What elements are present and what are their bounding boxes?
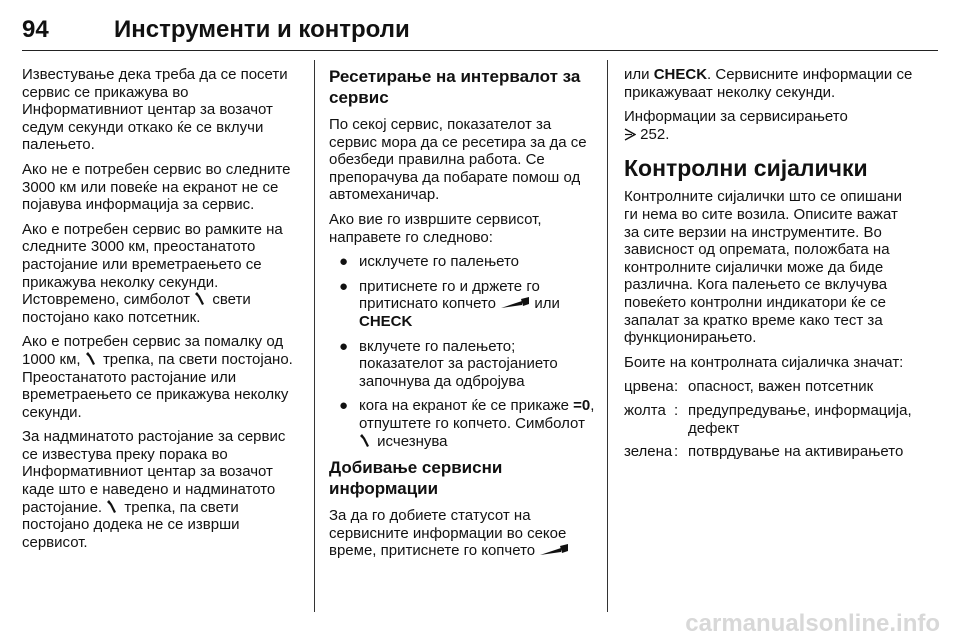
wrench-icon	[85, 351, 99, 366]
paragraph: За надминатото растојание за сервис се известува преку порака во Информативниот центар за возачот каде што е наведено и надминатото растојание. трепка, па свети постојано додека не се изврши сервисот.	[22, 428, 286, 551]
table-row: зелена : потврдување на активирањето	[624, 443, 904, 461]
header-rule	[22, 50, 938, 51]
watermark: carmanualsonline.info	[685, 610, 940, 637]
stalk-button-icon	[539, 544, 569, 557]
paragraph: По секој сервис, показателот за сервис мора да се ресетира за да се обезбеди правилна работа. Се препорачува да побарате помош од автомеханичар.	[329, 116, 587, 204]
bullet: ●	[339, 253, 349, 271]
wrench-icon	[359, 433, 373, 448]
section-heading: Контролни сијалички	[624, 155, 868, 182]
section-heading: Добивање сервисни информации	[329, 458, 503, 499]
paragraph: Контролните сијалички што се опишани ги нема во сите возила. Описите важат за сите верзии на инструментите. Во зависност од опремата, положбата на контролните сијалички може да биде различна. Кога палењето се вклучува повеќето контролни индикатори ќе се запалат за кратко време како тест за функционирањето.	[624, 188, 902, 347]
paragraph: За да го добиете статусот на сервисните информации во секое време, притиснете го копчето	[329, 507, 601, 560]
steps-list	[329, 253, 601, 450]
color-meaning-table	[624, 378, 914, 466]
column-divider-2	[607, 60, 608, 612]
list-item: ● притиснете го и држете го притиснато копчето или CHECK	[339, 277, 560, 330]
column-divider-1	[314, 60, 315, 612]
paragraph: или CHECK. Сервисните информации се прикажуваат неколку секунди.	[624, 66, 913, 101]
paragraph: Ако е потребен сервис за помалку од 1000 км, трепка, па свети постојано. Преостанатото растојание или времетраењето се прикажува неколку секунди.	[22, 333, 293, 421]
column-3	[624, 66, 914, 467]
paragraph: Ако не е потребен сервис во следните 3000 км или повеќе на екранот не се појавува информација за сервис.	[22, 160, 291, 214]
column-2	[329, 66, 601, 567]
column-1	[22, 66, 304, 558]
list-item: ● исклучете го палењето	[339, 253, 520, 271]
list-item: ● кога на екранот ќе се прикаже =0, отпуштете го копчето. Симболот исчезнува	[339, 397, 595, 450]
page-number: 94	[22, 16, 49, 43]
paragraph: Известувањe дека треба да се посети сервис се прикажува во Информативниот центар за возачот седум секунди откако ќе се вклучи палењето.	[22, 66, 288, 154]
wrench-icon	[106, 499, 120, 514]
paragraph: Боите на контролната сијаличка значат:	[624, 353, 904, 371]
list-item: ● вклучете го палењето; показателот за растојанието започнува да одбројува	[339, 337, 558, 390]
table-row: црвена : опасност, важен потсетник	[624, 378, 874, 396]
arrow-right-icon	[624, 128, 636, 141]
bullet: ●	[339, 337, 349, 355]
stalk-button-icon	[500, 297, 530, 310]
table-row: жолта : предупредување, информација, дефект	[624, 401, 912, 437]
bullet: ●	[339, 277, 349, 295]
bullet: ●	[339, 397, 349, 415]
page-reference[interactable]: 252.	[624, 126, 669, 143]
paragraph: Информации за сервисирањето 252.	[624, 108, 848, 143]
paragraph: Ако е потребен сервис во рамките на следните 3000 км, преостанатото растојание или времетраењето се прикажува неколку секунди. Истовремено, симболот свети постојано како потсетник.	[22, 220, 283, 326]
wrench-icon	[194, 291, 208, 306]
page-title: Инструменти и контроли	[114, 16, 410, 43]
paragraph: Ако вие го извршите сервисот, направете го следново:	[329, 210, 542, 246]
section-heading: Ресетирање на интервалот за сервис	[329, 67, 581, 107]
page-header	[22, 16, 938, 50]
